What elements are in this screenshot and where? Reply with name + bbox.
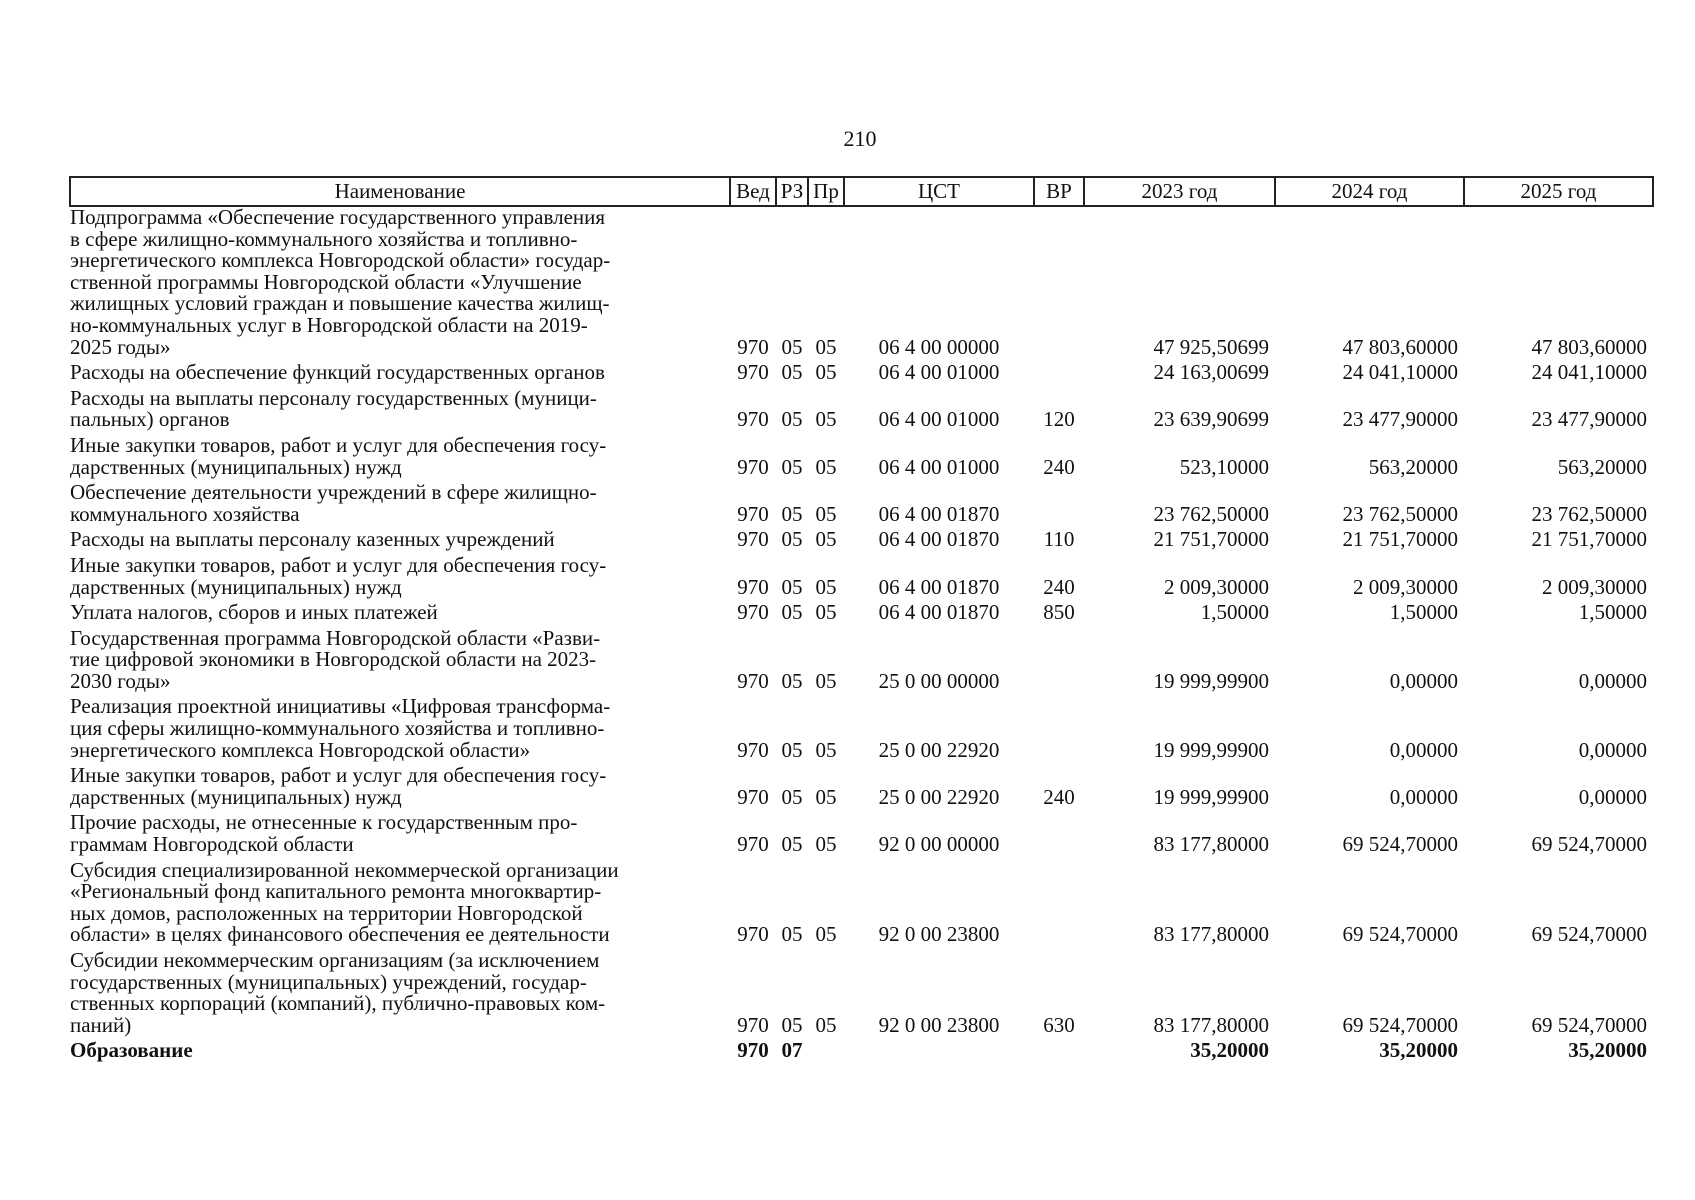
cell-vr: [1034, 860, 1084, 950]
page-number: 210: [843, 126, 877, 151]
cell-pr: 05: [815, 407, 837, 432]
cell-name: [70, 812, 730, 859]
cell-2023: 24 163,00699: [1153, 360, 1269, 385]
cell-name: [70, 385, 730, 435]
table-header: [70, 177, 1653, 206]
cell-2024: 24 041,10000: [1342, 360, 1458, 385]
budget-table: [69, 176, 1654, 1066]
cell-2024: 47 803,60000: [1342, 334, 1458, 359]
cell-2023: 83 177,80000: [1153, 922, 1269, 947]
cell-rz: 05: [781, 407, 803, 432]
cell-rz: 05: [781, 922, 803, 947]
table-row: [70, 362, 1653, 388]
cell-vr: [1034, 696, 1084, 765]
cell-2023: 23 762,50000: [1153, 501, 1269, 526]
cell-2024: 2 009,30000: [1353, 574, 1458, 599]
cell-vr: [1034, 1040, 1084, 1066]
cell-vr: 240: [1043, 454, 1075, 479]
cell-vr: [1034, 628, 1084, 697]
cell-name: [70, 482, 730, 529]
cell-cst: 06 4 00 01870: [878, 501, 1000, 526]
cell-2023: 523,10000: [1179, 454, 1269, 479]
cell-name: [70, 625, 730, 697]
column-header-name: Наименование: [70, 177, 730, 206]
cell-vr: 110: [1043, 527, 1075, 552]
cell-name: [70, 552, 730, 602]
table-row: [70, 1040, 1653, 1066]
table-row: [70, 482, 1653, 529]
cell-cst: 06 4 00 01000: [878, 360, 1000, 385]
cell-pr: 05: [815, 454, 837, 479]
row-name-text: Расходы на выплаты персоналу казенных учреждений: [70, 527, 555, 552]
cell-ved: 970: [737, 334, 769, 359]
cell-cst: 06 4 00 01000: [878, 454, 1000, 479]
cell-ved: 970: [737, 832, 769, 857]
cell-vr: 240: [1043, 784, 1075, 809]
cell-pr: 05: [815, 600, 837, 625]
cell-rz: 05: [781, 501, 803, 526]
column-header-2024: 2024 год: [1275, 177, 1464, 206]
row-name-text: Государственная программа Новгородской области «Разви- тие цифровой экономики в Новгородской области на 2023- 2030 годы»: [70, 625, 601, 693]
cell-2024: 1,50000: [1389, 600, 1458, 625]
cell-rz: 05: [781, 527, 803, 552]
cell-rz: 05: [781, 1012, 803, 1037]
row-name-text: Расходы на выплаты персоналу государственных (муници- пальных) органов: [70, 385, 597, 432]
cell-cst: 92 0 00 23800: [878, 922, 1000, 947]
cell-2023: 47 925,50699: [1153, 334, 1269, 359]
cell-2025: 47 803,60000: [1531, 334, 1647, 359]
cell-pr: 05: [815, 360, 837, 385]
column-header-pr: Пр: [808, 177, 844, 206]
cell-vr: [1034, 362, 1084, 388]
table-row: [70, 206, 1653, 362]
row-name-text: Прочие расходы, не отнесенные к государственным про- граммам Новгородской области: [70, 810, 578, 857]
cell-2024: 563,20000: [1368, 454, 1458, 479]
cell-rz: 05: [781, 360, 803, 385]
cell-2025: 0,00000: [1578, 784, 1647, 809]
cell-2025: 1,50000: [1578, 600, 1647, 625]
cell-rz: 05: [781, 832, 803, 857]
cell-2025: 0,00000: [1578, 737, 1647, 762]
cell-pr: 05: [815, 832, 837, 857]
column-header-ved: Вед: [730, 177, 776, 206]
table-row: [70, 812, 1653, 859]
cell-rz: 05: [781, 454, 803, 479]
cell-2025: 23 477,90000: [1531, 407, 1647, 432]
cell-2024: 69 524,70000: [1342, 922, 1458, 947]
row-name-text: Субсидия специализированной некоммерческой организации «Региональный фонд капитального ремонта многоквартир- ных домов, расположенных на территории Новгородской области» в целях финансового обеспечения ее деятельности: [70, 857, 619, 947]
cell-pr: 05: [815, 922, 837, 947]
cell-2025: 69 524,70000: [1531, 832, 1647, 857]
row-name-text: Иные закупки товаров, работ и услуг для обеспечения госу- дарственных (муниципальных) нужд: [70, 763, 607, 809]
cell-rz: 05: [781, 737, 803, 762]
cell-vr: [1034, 812, 1084, 859]
cell-2025: 23 762,50000: [1531, 501, 1647, 526]
cell-ved: 970: [737, 527, 769, 552]
cell-pr: 05: [815, 668, 837, 693]
cell-name: [70, 696, 730, 765]
cell-2023: 83 177,80000: [1153, 1012, 1269, 1037]
cell-cst: 06 4 00 00000: [878, 334, 1000, 359]
cell-cst: 92 0 00 23800: [878, 1012, 1000, 1037]
table-body: [70, 206, 1653, 1066]
cell-2023: 21 751,70000: [1153, 527, 1269, 552]
cell-cst: 06 4 00 01870: [878, 600, 1000, 625]
cell-cst: 06 4 00 01000: [878, 407, 1000, 432]
table-row: [70, 529, 1653, 555]
cell-2025: 69 524,70000: [1531, 922, 1647, 947]
cell-ved: 970: [737, 1038, 769, 1063]
table-row: [70, 765, 1653, 812]
row-name-text: Расходы на обеспечение функций государственных органов: [70, 360, 605, 385]
cell-pr: [808, 1040, 844, 1066]
table-row: [70, 435, 1653, 482]
cell-rz: 05: [781, 784, 803, 809]
cell-2025: 563,20000: [1557, 454, 1647, 479]
table-row: [70, 950, 1653, 1040]
row-name-text: Субсидии некоммерческим организациям (за исключением государственных (муниципальных) учреждений, государ- ственных корпораций (компаний), публично-правовых ком- паний): [70, 948, 606, 1037]
cell-ved: 970: [737, 454, 769, 479]
cell-cst: 25 0 00 22920: [878, 737, 1000, 762]
cell-name: [70, 362, 730, 388]
cell-ved: 970: [737, 407, 769, 432]
cell-cst: 25 0 00 00000: [878, 668, 1000, 693]
cell-2024: 0,00000: [1389, 668, 1458, 693]
cell-rz: 05: [781, 574, 803, 599]
cell-vr: 240: [1043, 574, 1075, 599]
row-name-text: Иные закупки товаров, работ и услуг для обеспечения госу- дарственных (муниципальных) нужд: [70, 552, 607, 599]
cell-pr: 05: [815, 527, 837, 552]
cell-ved: 970: [737, 784, 769, 809]
cell-name: [70, 206, 730, 362]
row-name-text: Подпрограмма «Обеспечение государственного управления в сфере жилищно-коммунального хозяйства и топливно- энергетического комплекса Новгородской области» государ- ственной программы Новгородской области «Улучшение жилищных условий граждан и повышение качества жилищ- но-коммунальных услуг в Новгородской области на 2019- 2025 годы»: [70, 205, 611, 359]
cell-vr: 850: [1043, 600, 1075, 625]
cell-ved: 970: [737, 737, 769, 762]
cell-2023: 19 999,99900: [1153, 737, 1269, 762]
table-row: [70, 388, 1653, 435]
cell-ved: 970: [737, 1012, 769, 1037]
column-header-2025: 2025 год: [1464, 177, 1653, 206]
cell-name: [70, 529, 730, 555]
cell-vr: 630: [1043, 1012, 1075, 1037]
cell-rz: 05: [781, 600, 803, 625]
cell-2025: 35,20000: [1568, 1038, 1647, 1063]
cell-2024: 35,20000: [1379, 1038, 1458, 1063]
cell-name: [70, 432, 730, 482]
column-header-vr: ВР: [1034, 177, 1084, 206]
cell-cst: 25 0 00 22920: [878, 784, 1000, 809]
cell-cst: [844, 1040, 1034, 1066]
cell-name: [70, 1040, 730, 1066]
column-header-rz: РЗ: [776, 177, 808, 206]
cell-2025: 21 751,70000: [1531, 527, 1647, 552]
cell-rz: 05: [781, 668, 803, 693]
cell-2024: 21 751,70000: [1342, 527, 1458, 552]
row-name-text: Уплата налогов, сборов и иных платежей: [70, 600, 438, 625]
cell-pr: 05: [815, 737, 837, 762]
cell-2024: 23 762,50000: [1342, 501, 1458, 526]
cell-ved: 970: [737, 922, 769, 947]
cell-name: [70, 950, 730, 1040]
cell-rz: 05: [781, 334, 803, 359]
table-row: [70, 696, 1653, 765]
cell-rz: 07: [781, 1038, 803, 1063]
cell-vr: 120: [1043, 407, 1075, 432]
row-name-text: Иные закупки товаров, работ и услуг для обеспечения госу- дарственных (муниципальных) нужд: [70, 432, 607, 479]
cell-pr: 05: [815, 334, 837, 359]
cell-2025: 2 009,30000: [1542, 574, 1647, 599]
cell-2024: 69 524,70000: [1342, 1012, 1458, 1037]
cell-name: [70, 857, 730, 950]
column-header-2023: 2023 год: [1084, 177, 1275, 206]
cell-2025: 0,00000: [1578, 668, 1647, 693]
cell-pr: 05: [815, 784, 837, 809]
cell-2023: 19 999,99900: [1153, 668, 1269, 693]
cell-vr: [1034, 482, 1084, 529]
cell-2023: 23 639,90699: [1153, 407, 1269, 432]
cell-ved: 970: [737, 600, 769, 625]
cell-pr: 05: [815, 1012, 837, 1037]
cell-2024: 0,00000: [1389, 784, 1458, 809]
row-name-text: Образование: [70, 1038, 193, 1063]
table-row: [70, 555, 1653, 602]
table-row: [70, 860, 1653, 950]
cell-ved: 970: [737, 668, 769, 693]
header-row: [70, 177, 1653, 206]
cell-2023: 19 999,99900: [1153, 784, 1269, 809]
row-name-text: Реализация проектной инициативы «Цифровая трансформа- ция сферы жилищно-коммунального хозяйства и топливно- энергетического комплекса Новгородской области»: [70, 694, 611, 762]
cell-cst: 06 4 00 01870: [878, 574, 1000, 599]
cell-2023: 1,50000: [1200, 600, 1269, 625]
cell-2023: 2 009,30000: [1164, 574, 1269, 599]
cell-cst: 92 0 00 00000: [878, 832, 1000, 857]
table-row: [70, 628, 1653, 697]
cell-2024: 69 524,70000: [1342, 832, 1458, 857]
cell-pr: 05: [815, 574, 837, 599]
cell-ved: 970: [737, 501, 769, 526]
cell-ved: 970: [737, 360, 769, 385]
cell-name: [70, 765, 730, 812]
column-header-cst: ЦСТ: [844, 177, 1034, 206]
cell-2025: 24 041,10000: [1531, 360, 1647, 385]
cell-2023: 35,20000: [1190, 1038, 1269, 1063]
row-name-text: Обеспечение деятельности учреждений в сфере жилищно- коммунального хозяйства: [70, 480, 597, 526]
cell-2023: 83 177,80000: [1153, 832, 1269, 857]
cell-vr: [1034, 206, 1084, 362]
cell-pr: 05: [815, 501, 837, 526]
cell-2025: 69 524,70000: [1531, 1012, 1647, 1037]
cell-ved: 970: [737, 574, 769, 599]
cell-2024: 23 477,90000: [1342, 407, 1458, 432]
table-row: [70, 602, 1653, 628]
cell-2024: 0,00000: [1389, 737, 1458, 762]
cell-cst: 06 4 00 01870: [878, 527, 1000, 552]
cell-name: [70, 602, 730, 628]
